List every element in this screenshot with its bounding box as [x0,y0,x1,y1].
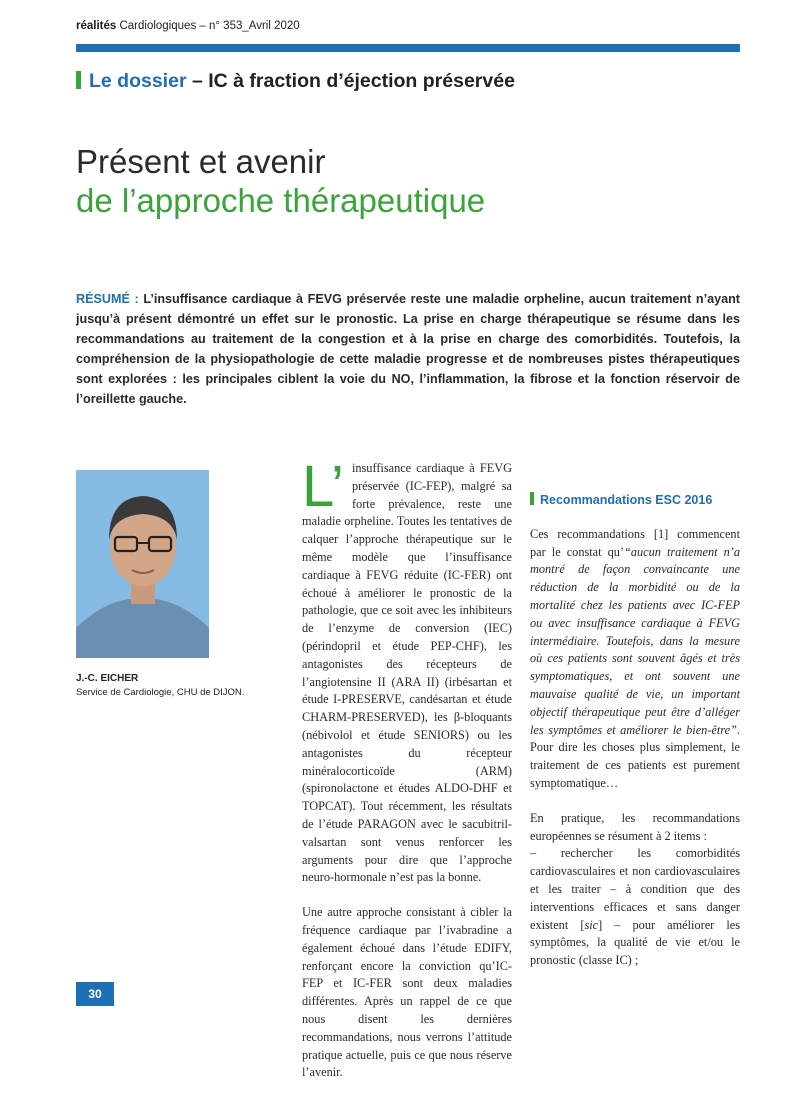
article-title-line1: Présent et avenir [76,143,326,180]
abstract-text: L’insuffisance cardiaque à FEVG préservée reste une maladie orpheline, aucun traitement n’ayant jusqu’à présent démontré un effet sur le pronostic. La prise en charge thérapeutique se résume dans les recommandations au traitement de la congestion et à la prise en charge des comorbidités. Toutefois, la compréhension de la physiopathologie de cette maladie progresse et de nombreuses pistes thérapeutiques sont explorées : les principales ciblent la voie du NO, l’inflammation, la fibrose et la fonction réservoir de l’oreillette gauche. [76,292,740,406]
paragraph-text: En pratique, les recommandations européennes se résument à 2 items : [530,810,740,843]
guideline-quote: “aucun traitement n’a montré de façon convaincante une réduction de la morbidité ou de la mortalité chez les patients avec IC-FEP ou avec insuffisance cardiaque à FEVG intermédiaire. Toutefois, dans la mesure où ces patients sont souvent âgés et très symptomatiques, et ont souvent une mauvaise qualité de vie, un important objectif thérapeutique peut être d’alléger les symptômes et améliorer le bien-être” [530,544,740,737]
abstract [76,289,740,409]
list-item: – rechercher les comorbidités cardiovasculaires et non cardiovasculaires et les traiter – à condition que des interventions efficaces et sans danger existent [ [530,846,740,932]
paragraph-text: Ces recommandations [1] commencent par le constat qu’ [530,526,740,559]
author-portrait [76,470,209,658]
body-column-1 [302,454,512,1099]
section-title [76,70,756,93]
subsection-heading [530,492,740,510]
paragraph-text: insuffisance cardiaque à FEVG préservée (IC-FEP), malgré sa forte prévalence, reste une maladie orpheline. Toutes les tentatives de calquer l’approche thérapeutique sur le même modèle que l’insuffisance cardiaque à FEVG réduite (IC-FER) ont échoué à améliorer le pronostic de la pathologie, que ce soit avec les inhibiteurs de l’enzyme de conversion (IEC) (périndopril et étude PEP-CHF), les antagonistes des récepteurs de l’angiotensine II (ARA II) (irbésartan et étude I-PRESERVE, candésartan et étude CHARM-PRESERVED), les β-bloquants (nébivolol et étude SENIORS) ou les antagonistes du récepteur minéralocorticoïde (ARM) (spironolactone et études ALDO-DHF et TOPCAT). Tout récemment, les résultats de l’étude PARAGON avec le sacubitril-valsartan sont venus renforcer les arguments pour dire que l’approche neuro-hormonale n’est pas la bonne. [302,461,512,885]
journal-header [76,20,740,32]
section-marker [76,71,81,89]
author-affiliation: Service de Cardiologie, CHU de DIJON. [76,687,245,698]
body-column-2 [530,460,740,987]
subsection-marker [530,492,534,505]
body-paragraph [530,526,740,793]
body-paragraph [530,810,740,970]
subsection-title: Recommandations ESC 2016 [540,493,713,507]
list-item: ] – pour améliorer les symptômes, la qualité de vie et/ou le pronostic (classe IC) ; [530,917,740,968]
body-paragraph [302,454,512,887]
body-paragraph: Une autre approche consistant à cibler la fréquence cardiaque par l’ivabradine a également échoué dans l’étude EDIFY, renforçant encore la conviction qu’IC-FEP et IC-FER sont deux maladies différentes. Après un rappel de ce que nous disent les dernières recommandations, nous verrons l’attitude pratique actuelle, puis ce que nous réserve l’avenir. [302,905,512,1080]
paragraph-text: . Pour dire les choses plus simplement, le traitement de ces patients est purement symptomatique… [530,722,740,790]
author-name: J.-C. EICHER [76,673,139,684]
article-title-line2: de l’approche thérapeutique [76,182,486,219]
journal-brand: réalités [76,20,117,32]
abstract-label: RÉSUMÉ : [76,292,139,306]
section-topic: – IC à fraction d’éjection préservée [186,70,515,92]
journal-issue: Cardiologiques – n° 353_Avril 2020 [119,20,300,32]
sic-note: sic [584,917,599,932]
page-number: 30 [76,982,114,1006]
header-rule [76,44,740,52]
author-photo [76,470,209,658]
drop-cap: L’ [302,454,344,519]
section-dossier: Le dossier [89,70,187,92]
